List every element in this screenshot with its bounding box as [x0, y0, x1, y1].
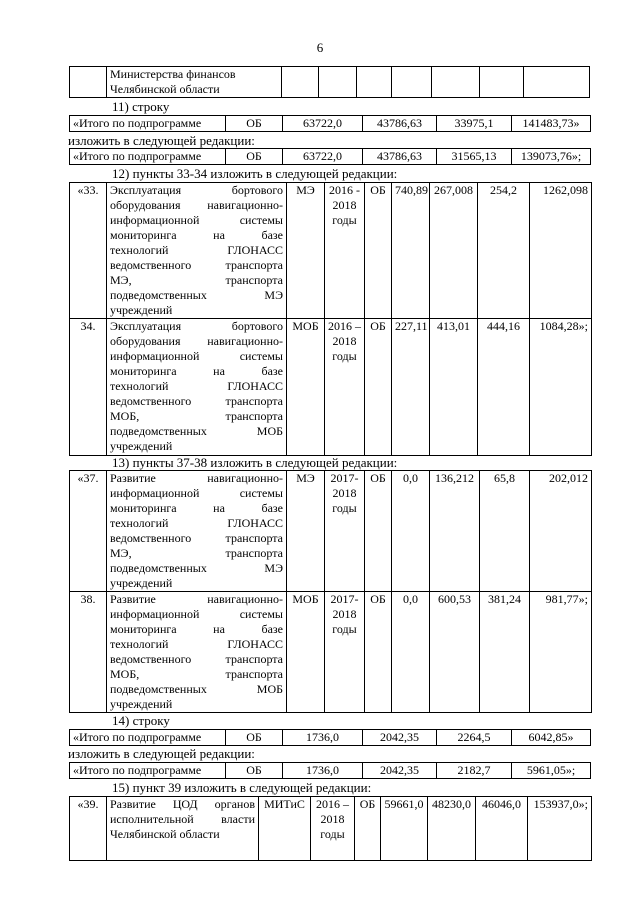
row-description: Развитие навигационно- информационной системы мониторинга на базе технологий ГЛОНАСС ведомственного транспорта МЭ, транспорта подведомственных МЭ учреждений — [107, 471, 287, 592]
row-value-2018: 46046,0 — [476, 797, 528, 861]
row-executor: МЭ — [287, 183, 325, 319]
source: ОБ — [226, 149, 283, 165]
row-period: 2016 - 2018 годы — [325, 183, 365, 319]
row-value-2016: 740,89 — [392, 183, 430, 319]
source: ОБ — [226, 730, 283, 746]
item-14-new-table — [69, 762, 591, 779]
row-period: 2017- 2018 годы — [325, 592, 365, 713]
total-label: «Итого по подпрограмме — [70, 730, 226, 746]
row-value-2016: 0,0 — [392, 471, 430, 592]
item-15-table — [69, 796, 592, 861]
row-value-2017: 413,01 — [430, 319, 478, 456]
row-value-2016: 0,0 — [392, 592, 430, 713]
item-13-table — [69, 470, 592, 713]
table-row — [70, 592, 592, 713]
value-2017: 43786,63 — [363, 149, 437, 165]
row-value-2017: 48230,0 — [428, 797, 476, 861]
item-13-heading: 13) пункты 37-38 изложить в следующей редакции: — [112, 455, 398, 470]
value-total: 5961,05»; — [512, 763, 591, 779]
total-label: «Итого по подпрограмме — [70, 116, 226, 132]
row-period: 2016 – 2018 годы — [311, 797, 355, 861]
row-number: «37. — [70, 471, 107, 592]
row-value-2017: 136,212 — [430, 471, 480, 592]
value-2018: 33975,1 — [437, 116, 512, 132]
total-label: «Итого по подпрограмме — [70, 763, 226, 779]
row-description: Развитие ЦОД органов исполнительной власти Челябинской области — [107, 797, 259, 861]
value-2018: 31565,13 — [437, 149, 512, 165]
ministry-row-table — [69, 66, 590, 98]
row-value-2018: 254,2 — [478, 183, 530, 319]
page-number: 6 — [316, 40, 324, 55]
ministry-name: Министерства финансов Челябинской области — [107, 67, 282, 98]
row-source: ОБ — [365, 319, 392, 456]
row-value-2016: 59661,0 — [381, 797, 428, 861]
row-value-total: 1262,098 — [530, 183, 592, 319]
row-source: ОБ — [365, 592, 392, 713]
item-14-heading: 14) строку — [112, 713, 170, 728]
item-14-transition: изложить в следующей редакции: — [68, 746, 255, 761]
row-source: ОБ — [355, 797, 381, 861]
row-executor: МЭ — [287, 471, 325, 592]
row-value-total: 981,77»; — [530, 592, 592, 713]
row-value-2017: 600,53 — [430, 592, 480, 713]
value-2016: 63722,0 — [283, 149, 363, 165]
row-number: 38. — [70, 592, 107, 713]
item-11-new-table — [69, 148, 591, 165]
item-11-old-table — [69, 115, 591, 132]
cell-empty — [70, 67, 107, 98]
value-2016: 1736,0 — [283, 730, 363, 746]
value-total: 139073,76»; — [512, 149, 591, 165]
row-description: Развитие навигационно- информационной системы мониторинга на базе технологий ГЛОНАСС ведомственного транспорта МОБ, транспорта подведомственных МОБ учреждений — [107, 592, 287, 713]
row-value-2016: 227,11 — [392, 319, 430, 456]
value-2016: 63722,0 — [283, 116, 363, 132]
value-2017: 43786,63 — [363, 116, 437, 132]
row-source: ОБ — [365, 471, 392, 592]
value-2018: 2264,5 — [437, 730, 512, 746]
row-executor: МИТиС — [259, 797, 311, 861]
item-12-table — [69, 182, 592, 456]
total-label: «Итого по подпрограмме — [70, 149, 226, 165]
value-total: 6042,85» — [512, 730, 591, 746]
row-value-total: 1084,28»; — [530, 319, 592, 456]
value-2016: 1736,0 — [283, 763, 363, 779]
row-period: 2017- 2018 годы — [325, 471, 365, 592]
item-15-heading: 15) пункт 39 изложить в следующей редакции: — [112, 780, 372, 795]
value-2017: 2042,35 — [363, 730, 437, 746]
row-value-2018: 381,24 — [480, 592, 530, 713]
row-period: 2016 – 2018 годы — [325, 319, 365, 456]
row-value-2017: 267,008 — [430, 183, 478, 319]
row-value-total: 202,012 — [530, 471, 592, 592]
source: ОБ — [226, 116, 283, 132]
item-11-transition: изложить в следующей редакции: — [68, 133, 255, 148]
row-number: 34. — [70, 319, 107, 456]
source: ОБ — [226, 763, 283, 779]
table-row — [70, 471, 592, 592]
row-description: Эксплуатация бортового оборудования навигационно- информационной системы мониторинга на базе технологий ГЛОНАСС ведомственного транспорта МЭ, транспорта подведомственных МЭ учреждений — [107, 183, 287, 319]
item-14-old-table — [69, 729, 591, 746]
row-number: «39. — [70, 797, 107, 861]
item-12-heading: 12) пункты 33-34 изложить в следующей редакции: — [112, 166, 398, 181]
row-description: Эксплуатация бортового оборудования навигационно- информационной системы мониторинга на базе технологий ГЛОНАСС ведомственного транспорта МОБ, транспорта подведомственных МОБ учреждений — [107, 319, 287, 456]
value-total: 141483,73» — [512, 116, 591, 132]
row-value-2018: 65,8 — [480, 471, 530, 592]
row-executor: МОБ — [287, 319, 325, 456]
row-source: ОБ — [365, 183, 392, 319]
row-number: «33. — [70, 183, 107, 319]
value-2017: 2042,35 — [363, 763, 437, 779]
table-row — [70, 183, 592, 319]
table-row — [70, 797, 592, 861]
row-executor: МОБ — [287, 592, 325, 713]
value-2018: 2182,7 — [437, 763, 512, 779]
row-value-2018: 444,16 — [478, 319, 530, 456]
item-11-heading: 11) строку — [112, 99, 170, 114]
row-value-total: 153937,0»; — [528, 797, 592, 861]
table-row — [70, 319, 592, 456]
